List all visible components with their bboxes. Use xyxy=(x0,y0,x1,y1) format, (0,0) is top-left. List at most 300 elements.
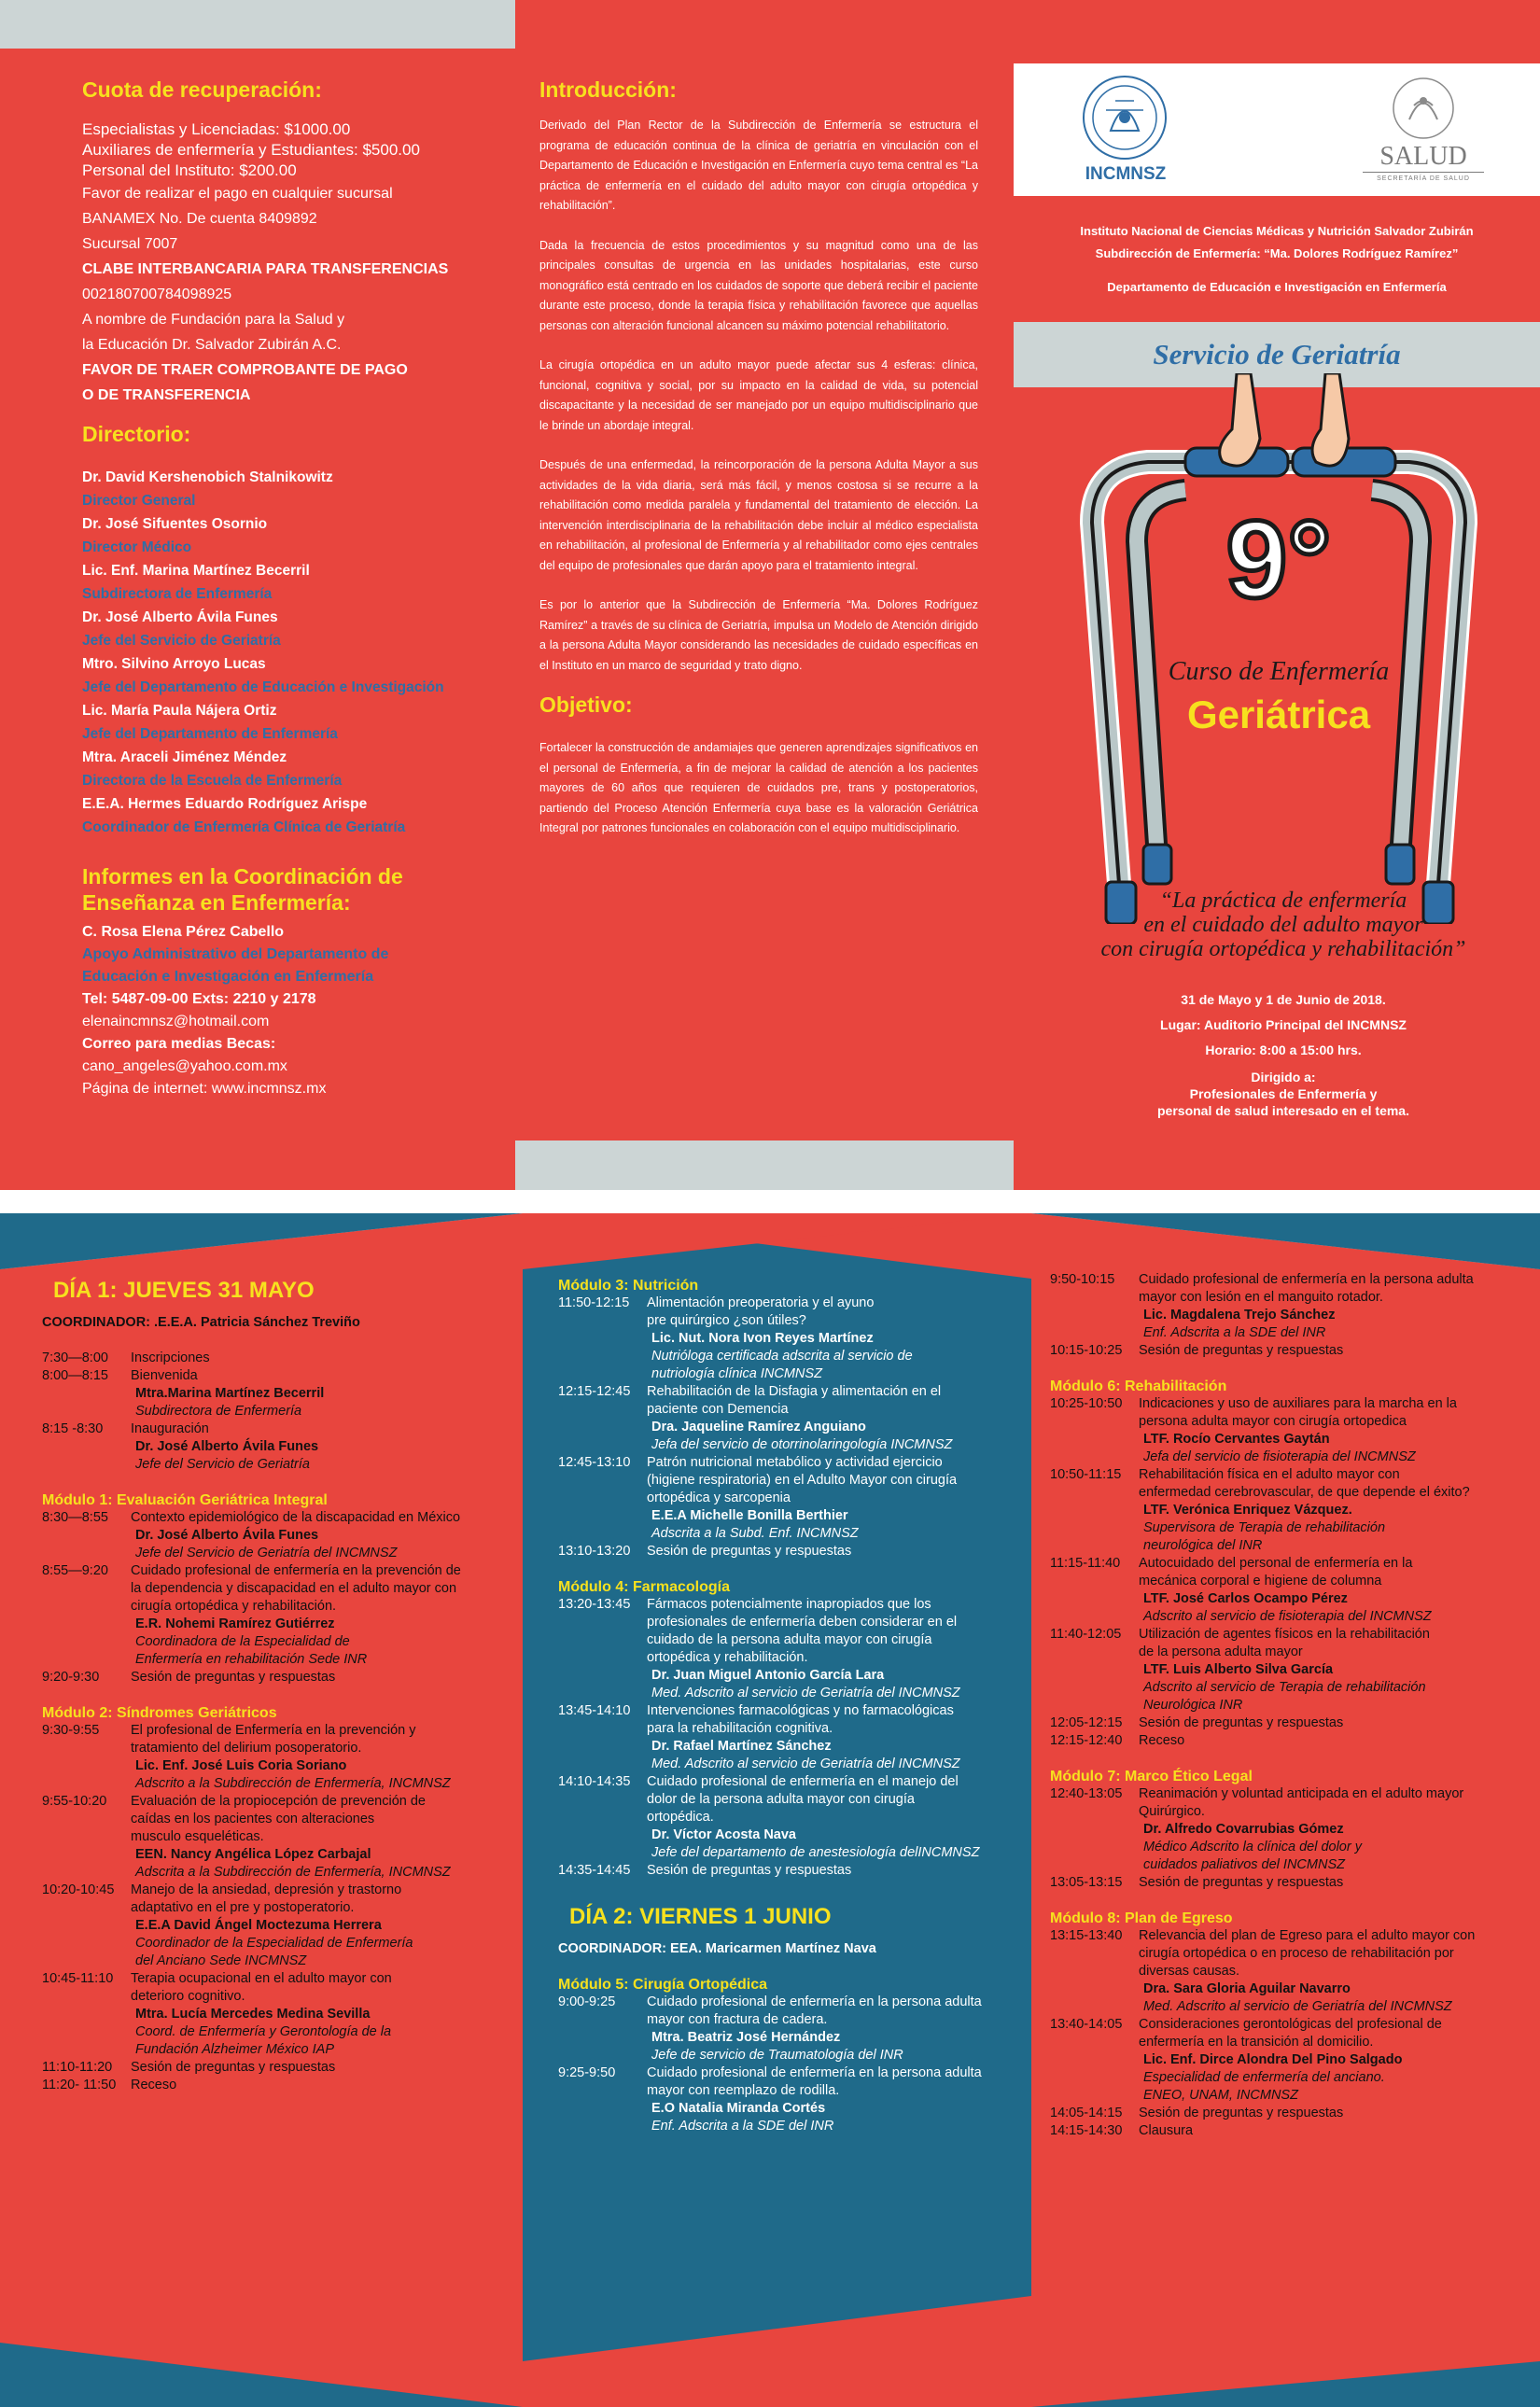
item-time: 8:55—9:20 xyxy=(42,1563,108,1578)
item-title: Clausura xyxy=(1139,2123,1194,2138)
item-title: Utilización de agentes físicos en la rehabilitación xyxy=(1139,1627,1430,1642)
speaker-affiliation: nutriología clínica INCMNSZ xyxy=(651,1366,822,1381)
item-title-continued: enfermería en la transición al domicilio. xyxy=(1139,2035,1374,2050)
speaker-name: Dr. Juan Miguel Antonio García Lara xyxy=(651,1668,885,1683)
schedule-item xyxy=(42,2077,518,2094)
item-title: Receso xyxy=(131,2078,177,2092)
speaker-name: LTF. José Carlos Ocampo Pérez xyxy=(1143,1591,1348,1606)
outside-page xyxy=(0,0,1540,1190)
intro-paragraph: Derivado del Plan Rector de la Subdirección de Enfermería se estructura el programa de educación continua de la clínica de geriatría en vinculación con el Departamento de Educación e Investigación en Enfermería cuyo tema central es “La práctica de enfermería en el cuidado del adulto mayor con cirugía ortopédica y rehabilitación”. xyxy=(539,119,978,212)
item-title: Sesión de preguntas y respuestas xyxy=(131,1670,336,1685)
speaker-affiliation: Adscrita a la Subd. Enf. INCMNSZ xyxy=(651,1526,859,1541)
item-time: 10:45-11:10 xyxy=(42,1971,114,1986)
spacer xyxy=(42,1686,518,1704)
speaker-name: EEN. Nancy Angélica López Carbajal xyxy=(135,1847,371,1862)
speaker-name: Dr. Rafael Martínez Sánchez xyxy=(651,1739,832,1754)
spacer xyxy=(558,1958,1025,1976)
directory-name: Lic. María Paula Nájera Ortiz xyxy=(82,703,277,719)
speaker-name: Mtra. Lucía Mercedes Medina Sevilla xyxy=(135,2007,371,2022)
item-title: Sesión de preguntas y respuestas xyxy=(131,2060,336,2075)
walker-illustration xyxy=(1027,373,1531,924)
incmnsz-logo xyxy=(1064,73,1185,194)
directory-role: Directora de la Escuela de Enfermería xyxy=(82,773,343,789)
module-heading: Módulo 3: Nutrición xyxy=(558,1278,699,1294)
speaker-name: Dra. Sara Gloria Aguilar Navarro xyxy=(1143,1981,1351,1996)
speaker-affiliation: Enfermería en rehabilitación Sede INR xyxy=(135,1652,368,1667)
directory-name: Dr. David Kershenobich Stalnikowitz xyxy=(82,469,333,485)
schedule-item xyxy=(558,1543,1025,1560)
directory-role: Jefe del Departamento de Enfermería xyxy=(82,726,338,742)
edition-number: 9° xyxy=(1225,498,1332,622)
cover-inst: Instituto Nacional de Ciencias Médicas y Nutrición Salvador Zubirán xyxy=(1080,224,1474,238)
item-time: 14:35-14:45 xyxy=(558,1863,631,1878)
speaker-name: Dr. José Alberto Ávila Funes xyxy=(135,1439,319,1454)
item-title: Manejo de la ansiedad, depresión y trastorno xyxy=(131,1882,402,1897)
schedule-item xyxy=(42,1882,518,1899)
item-title: Contexto epidemiológico de la discapacidad en México xyxy=(131,1510,461,1525)
speaker-affiliation: Jefa del servicio de fisioterapia del INCMNSZ xyxy=(1143,1449,1416,1464)
speaker-name: LTF. Verónica Enriquez Vázquez. xyxy=(1143,1503,1352,1518)
schedule-item xyxy=(42,1562,518,1580)
fee-line: Especialistas y Licenciadas: $1000.00 xyxy=(82,120,351,138)
schedule-item xyxy=(558,1294,1025,1312)
schedule-day1 xyxy=(42,1271,518,2094)
item-title-continued: cuidado de la persona adulta mayor con cirugía xyxy=(647,1632,932,1647)
speaker-affiliation: Coordinador de la Especialidad de Enfermería xyxy=(135,1936,413,1951)
schedule-item xyxy=(1050,1466,1526,1484)
schedule-item xyxy=(1050,1714,1526,1732)
item-time: 14:15-14:30 xyxy=(1050,2123,1123,2138)
item-title-continued: enfermedad cerebrovascular, de que depende el éxito? xyxy=(1139,1485,1470,1500)
item-title: Cuidado profesional de enfermería en la persona adulta xyxy=(647,2065,982,2080)
item-time: 12:40-13:05 xyxy=(1050,1786,1123,1801)
schedule-item xyxy=(42,1367,518,1385)
module-heading: Módulo 5: Cirugía Ortopédica xyxy=(558,1977,768,1993)
item-time: 12:05-12:15 xyxy=(1050,1715,1123,1730)
schedule-item xyxy=(1050,1271,1526,1289)
info-tel: Tel: 5487-09-00 Exts: 2210 y 2178 xyxy=(82,991,316,1007)
spacer xyxy=(558,1880,1025,1897)
item-time: 9:55-10:20 xyxy=(42,1794,107,1809)
module-heading: Módulo 8: Plan de Egreso xyxy=(1050,1910,1233,1926)
schedule-day1-continued xyxy=(558,1277,1025,2135)
info-heading-2: Enseñanza en Enfermería: xyxy=(82,890,351,915)
item-title: Sesión de preguntas y respuestas xyxy=(1139,1715,1344,1730)
item-title-continued: ortopédica. xyxy=(647,1810,714,1825)
item-time: 10:25-10:50 xyxy=(1050,1396,1123,1411)
info-contact: C. Rosa Elena Pérez Cabello xyxy=(82,924,285,940)
item-time: 10:20-10:45 xyxy=(42,1882,115,1897)
item-title-continued: dolor de la persona adulta mayor con cirugía xyxy=(647,1792,915,1807)
payment-line: Sucursal 7007 xyxy=(82,236,178,252)
salud-logo-subtext: SECRETARÍA DE SALUD xyxy=(1377,175,1470,182)
item-title: Terapia ocupacional en el adulto mayor con xyxy=(131,1971,392,1986)
module-heading: Módulo 7: Marco Ético Legal xyxy=(1050,1769,1253,1784)
cover-inst-block xyxy=(1014,220,1540,299)
schedule-item xyxy=(42,2059,518,2077)
directory-name: Mtro. Silvino Arroyo Lucas xyxy=(82,656,266,672)
motto-block xyxy=(1027,889,1540,961)
item-time: 8:00—8:15 xyxy=(42,1368,108,1383)
payment-line: FAVOR DE TRAER COMPROBANTE DE PAGO xyxy=(82,362,408,378)
speaker-affiliation: Adscrito a la Subdirección de Enfermería, INCMNSZ xyxy=(135,1776,451,1791)
mexico-eagle-icon xyxy=(1363,73,1484,144)
event-aimed-1: Profesionales de Enfermería y xyxy=(1189,1086,1378,1101)
speaker-affiliation: Coordinadora de la Especialidad de xyxy=(135,1634,350,1649)
schedule-item xyxy=(42,1722,518,1740)
directory-role: Coordinador de Enfermería Clínica de Geriatría xyxy=(82,819,406,835)
info-email[interactable]: elenaincmnsz@hotmail.com xyxy=(82,1014,270,1029)
item-title-continued: cirugía ortopédica o en proceso de rehabilitación por xyxy=(1139,1946,1454,1961)
schedule-item xyxy=(1050,1927,1526,1945)
fee-line: Personal del Instituto: $200.00 xyxy=(82,161,297,179)
payment-line: A nombre de Fundación para la Salud y xyxy=(82,312,345,328)
payment-line: BANAMEX No. De cuenta 8409892 xyxy=(82,211,317,227)
speaker-affiliation: Enf. Adscrita a la SDE del INR xyxy=(1143,1325,1326,1340)
item-title-continued: diversas causas. xyxy=(1139,1964,1239,1979)
item-time: 9:50-10:15 xyxy=(1050,1272,1115,1287)
directory-role: Jefe del Servicio de Geriatría xyxy=(82,633,281,649)
directory-role: Subdirectora de Enfermería xyxy=(82,586,273,602)
item-title-continued: profesionales de enfermería deben considerar en el xyxy=(647,1615,958,1630)
item-title-continued: mayor con reemplazo de rodilla. xyxy=(647,2083,840,2098)
item-title: Cuidado profesional de enfermería en la prevención de xyxy=(131,1563,461,1578)
schedule-item xyxy=(558,1994,1025,2011)
cover-subdir: Subdirección de Enfermería: “Ma. Dolores Rodríguez Ramírez” xyxy=(1095,246,1459,260)
item-time: 9:20-9:30 xyxy=(42,1670,100,1685)
item-title: Consideraciones gerontológicas del profesional de xyxy=(1139,2017,1442,2032)
item-title: Autocuidado del personal de enfermería en la xyxy=(1139,1556,1413,1571)
item-time: 14:10-14:35 xyxy=(558,1774,631,1789)
service-title: Servicio de Geriatría xyxy=(1153,338,1401,371)
spacer xyxy=(1050,1750,1526,1768)
info-becas-email[interactable]: cano_angeles@yahoo.com.mx xyxy=(82,1058,287,1074)
item-time: 10:15-10:25 xyxy=(1050,1343,1123,1358)
schedule-item xyxy=(558,1862,1025,1880)
directory-name: E.E.A. Hermes Eduardo Rodríguez Arispe xyxy=(82,796,368,812)
item-title: Rehabilitación física en el adulto mayor con xyxy=(1139,1467,1400,1482)
directory-role: Director General xyxy=(82,493,196,509)
item-title-continued: mecánica corporal e higiene de columna xyxy=(1139,1574,1382,1588)
schedule-item xyxy=(558,1596,1025,1614)
speaker-name: LTF. Luis Alberto Silva García xyxy=(1143,1662,1334,1677)
speaker-affiliation: Médico Adscrito la clínica del dolor y xyxy=(1143,1840,1362,1854)
item-title: Alimentación preoperatoria y el ayuno xyxy=(647,1295,875,1310)
info-heading-1: Informes en la Coordinación de xyxy=(82,864,403,889)
directory-name: Dr. José Sifuentes Osornio xyxy=(82,516,268,532)
motto-line-3: con cirugía ortopédica y rehabilitación” xyxy=(1100,937,1466,961)
salud-logo-text: SALUD xyxy=(1363,142,1484,173)
intro-paragraph: La cirugía ortopédica en un adulto mayor puede afectar sus 4 esferas: clínica, funcional, cognitiva y social, por su impacto en la calidad de vida, su potencial discapacitante y la necesidad de ser manejado por un equipo multidisciplinario que le brinde un abordaje integral. xyxy=(539,358,978,432)
item-time: 12:15-12:45 xyxy=(558,1384,631,1399)
speaker-affiliation: ENEO, UNAM, INCMNSZ xyxy=(1143,2088,1298,2103)
fees-lines xyxy=(82,119,511,181)
item-title-continued: para la rehabilitación cognitiva. xyxy=(647,1721,833,1736)
speaker-affiliation: Nutrióloga certificada adscrita al servicio de xyxy=(651,1349,913,1364)
item-title: El profesional de Enfermería en la prevención y xyxy=(131,1723,416,1738)
speaker-name: Mtra.Marina Martínez Becerril xyxy=(135,1386,325,1401)
item-title: Cuidado profesional de enfermería en la persona adulta xyxy=(1139,1272,1474,1287)
item-title: Cuidado profesional de enfermería en el manejo del xyxy=(647,1774,959,1789)
item-time: 9:30-9:55 xyxy=(42,1723,100,1738)
speaker-affiliation: Adscrito al servicio de Terapia de rehabilitación xyxy=(1143,1680,1426,1695)
fees-heading: Cuota de recuperación: xyxy=(82,77,322,102)
speaker-affiliation: neurológica del INR xyxy=(1143,1538,1263,1553)
item-title: Sesión de preguntas y respuestas xyxy=(647,1863,852,1878)
panel-middle-topstrip xyxy=(515,0,1014,49)
item-title-continued: pre quirúrgico ¿son útiles? xyxy=(647,1313,806,1328)
speaker-affiliation: Subdirectora de Enfermería xyxy=(135,1404,302,1419)
event-aimed: Dirigido a: xyxy=(1251,1070,1316,1085)
speaker-name: Lic. Enf. Dirce Alondra Del Pino Salgado xyxy=(1143,2052,1403,2067)
item-time: 11:10-11:20 xyxy=(42,2060,113,2075)
speaker-name: Dr. Alfredo Covarrubias Gómez xyxy=(1143,1822,1344,1837)
item-title: Sesión de preguntas y respuestas xyxy=(647,1544,852,1559)
schedule-day2 xyxy=(1050,1271,1526,2140)
payment-line: O DE TRANSFERENCIA xyxy=(82,387,251,403)
item-title: Fármacos potencialmente inapropiados que los xyxy=(647,1597,931,1612)
middle-column xyxy=(539,77,978,859)
speaker-name: Mtra. Beatriz José Hernández xyxy=(651,2030,841,2045)
speaker-affiliation: Jefa del servicio de otorrinolaringología INCMNSZ xyxy=(651,1437,953,1452)
schedule-item xyxy=(558,2064,1025,2082)
item-title: Receso xyxy=(1139,1733,1185,1748)
schedule-item xyxy=(42,1350,518,1367)
item-title: Sesión de preguntas y respuestas xyxy=(1139,2106,1344,2120)
event-place: Lugar: Auditorio Principal del INCMNSZ xyxy=(1160,1017,1407,1032)
schedule-item xyxy=(558,1773,1025,1791)
speaker-affiliation: Neurológica INR xyxy=(1143,1698,1243,1713)
speaker-affiliation: cuidados paliativos del INCMNSZ xyxy=(1143,1857,1345,1872)
schedule-item xyxy=(1050,2105,1526,2122)
schedule-item xyxy=(1050,1555,1526,1573)
speaker-affiliation: Jefe de servicio de Traumatología del INR xyxy=(651,2048,903,2063)
info-role-1: Apoyo Administrativo del Departamento de xyxy=(82,946,389,962)
directory-role: Jefe del Departamento de Educación e Investigación xyxy=(82,679,444,695)
item-title: Bienvenida xyxy=(131,1368,198,1383)
item-time: 8:15 -8:30 xyxy=(42,1421,104,1436)
item-time: 13:15-13:40 xyxy=(1050,1928,1123,1943)
item-title: Intervenciones farmacológicas y no farmacológicas xyxy=(647,1703,954,1718)
item-title: Reanimación y voluntad anticipada en el adulto mayor xyxy=(1139,1786,1464,1801)
speaker-name: Lic. Nut. Nora Ivon Reyes Martínez xyxy=(651,1331,874,1346)
directory-list xyxy=(82,466,511,839)
panel-middle-top-gray xyxy=(0,0,515,49)
left-column xyxy=(82,77,511,1100)
schedule-item xyxy=(558,1702,1025,1720)
item-time: 12:15-12:40 xyxy=(1050,1733,1123,1748)
item-title-continued: adaptativo en el pre y postoperatorio. xyxy=(131,1900,355,1915)
intro-paragraph: Es por lo anterior que la Subdirección de Enfermería “Ma. Dolores Rodríguez Ramírez” a través de su clínica de Geriatría, impulsa un Modelo de Atención dirigido a la persona Adulta Mayor considerando las necesidades de cuidado específicas en el Instituto en un marco de seguridad y trato digno. xyxy=(539,598,978,672)
item-title: Rehabilitación de la Disfagia y alimentación en el xyxy=(647,1384,942,1399)
item-time: 13:10-13:20 xyxy=(558,1544,631,1559)
item-title-continued: de la persona adulta mayor xyxy=(1139,1644,1303,1659)
item-title: Inauguración xyxy=(131,1421,209,1436)
item-title: Sesión de preguntas y respuestas xyxy=(1139,1343,1344,1358)
item-time: 8:30—8:55 xyxy=(42,1510,108,1525)
item-time: 10:50-11:15 xyxy=(1050,1467,1122,1482)
spacer xyxy=(1050,1892,1526,1910)
item-title-continued: caídas en los pacientes con alteraciones xyxy=(131,1812,375,1826)
item-title-continued: deterioro cognitivo. xyxy=(131,1989,245,2004)
schedule-item xyxy=(1050,1342,1526,1360)
module-heading: Módulo 6: Rehabilitación xyxy=(1050,1378,1227,1394)
item-time: 13:40-14:05 xyxy=(1050,2017,1123,2032)
directory-name: Dr. José Alberto Ávila Funes xyxy=(82,609,278,625)
intro-paragraphs xyxy=(539,116,978,676)
speaker-affiliation: del Anciano Sede INCMNSZ xyxy=(135,1953,307,1968)
speaker-name: LTF. Rocío Cervantes Gaytán xyxy=(1143,1432,1330,1447)
payment-info xyxy=(82,181,511,408)
speaker-affiliation: Especialidad de enfermería del anciano. xyxy=(1143,2070,1385,2085)
incmnsz-logo-text: INCMNSZ xyxy=(1085,164,1167,184)
item-time: 11:20- 11:50 xyxy=(42,2078,117,2092)
fee-line: Auxiliares de enfermería y Estudiantes: $500.00 xyxy=(82,141,420,159)
speaker-affiliation: Adscrita a la Subdirección de Enfermería, INCMNSZ xyxy=(135,1865,451,1880)
speaker-name: Lic. Magdalena Trejo Sánchez xyxy=(1143,1308,1336,1322)
payment-line: la Educación Dr. Salvador Zubirán A.C. xyxy=(82,337,342,353)
item-title: Relevancia del plan de Egreso para el adulto mayor con xyxy=(1139,1928,1476,1943)
speaker-affiliation: Enf. Adscrita a la SDE del INR xyxy=(651,2119,834,2134)
schedule-item xyxy=(1050,1395,1526,1413)
spacer xyxy=(558,1560,1025,1578)
item-time: 7:30—8:00 xyxy=(42,1350,108,1365)
intro-paragraph: Dada la frecuencia de estos procedimientos y su magnitud como una de las principales consultas de urgencia en las unidades hospitalarias, este curso monográfico está centrado en los cuidados de soporte que deberá recibir el paciente durante este proceso, donde la terapia física y rehabilitación favorece que aquellas personas con alteración funcional alcancen su máximo potencial rehabilitatorio. xyxy=(539,238,978,332)
info-becas: Correo para medias Becas: xyxy=(82,1036,276,1052)
directory-role: Director Médico xyxy=(82,539,192,555)
event-hours: Horario: 8:00 a 15:00 hrs. xyxy=(1205,1043,1362,1057)
schedule-item xyxy=(42,1669,518,1686)
day-heading: DÍA 1: JUEVES 31 MAYO xyxy=(53,1278,315,1303)
speaker-name: E.R. Nohemi Ramírez Gutiérrez xyxy=(135,1616,335,1631)
item-time: 13:05-13:15 xyxy=(1050,1875,1123,1890)
motto-line-1: “La práctica de enfermería xyxy=(1159,889,1407,913)
spacer xyxy=(42,1332,518,1350)
item-title-continued: ortopédica y rehabilitación. xyxy=(647,1650,808,1665)
item-time: 14:05-14:15 xyxy=(1050,2106,1123,2120)
schedule-item xyxy=(1050,1874,1526,1892)
coordinator: COORDINADOR: .E.E.A. Patricia Sánchez Treviño xyxy=(42,1315,360,1330)
item-title-continued: mayor con fractura de cadera. xyxy=(647,2012,828,2027)
speaker-name: Dr. Víctor Acosta Nava xyxy=(651,1827,796,1842)
schedule-item xyxy=(1050,2122,1526,2140)
item-title-continued: Quirúrgico. xyxy=(1139,1804,1205,1819)
schedule-item xyxy=(558,1383,1025,1401)
item-time: 9:00-9:25 xyxy=(558,1994,616,2009)
cover-dept: Departamento de Educación e Investigación en Enfermería xyxy=(1107,280,1447,294)
info-role-2: Educación e Investigación en Enfermería xyxy=(82,969,374,985)
spacer xyxy=(1050,1360,1526,1378)
item-title: Sesión de preguntas y respuestas xyxy=(1139,1875,1344,1890)
item-title-continued: paciente con Demencia xyxy=(647,1402,789,1417)
item-title: Inscripciones xyxy=(131,1350,210,1365)
speaker-name: E.E.A Michelle Bonilla Berthier xyxy=(651,1508,848,1523)
directory-heading: Directorio: xyxy=(82,422,191,446)
item-title: Evaluación de la propiocepción de prevención de xyxy=(131,1794,426,1809)
speaker-affiliation: Med. Adscrito al servicio de Geriatría del INCMNSZ xyxy=(651,1686,960,1700)
item-title-continued: tratamiento del delirium posoperatorio. xyxy=(131,1741,362,1756)
speaker-affiliation: Fundación Alzheimer México IAP xyxy=(135,2042,335,2057)
info-web[interactable]: Página de internet: www.incmnsz.mx xyxy=(82,1081,327,1097)
panel-middle-bottom-gray xyxy=(515,1141,1014,1190)
speaker-affiliation: Jefe del departamento de anestesiología delINCMNSZ xyxy=(651,1845,980,1860)
speaker-name: Dr. José Alberto Ávila Funes xyxy=(135,1528,319,1543)
day-heading: DÍA 2: VIERNES 1 JUNIO xyxy=(569,1904,832,1929)
payment-line: CLABE INTERBANCARIA PARA TRANSFERENCIAS xyxy=(82,261,449,277)
incmnsz-seal-icon xyxy=(1064,73,1185,166)
speaker-affiliation: Supervisora de Terapia de rehabilitación xyxy=(1143,1520,1386,1535)
item-title-continued: la dependencia y discapacidad en el adulto mayor con xyxy=(131,1581,457,1596)
item-time: 11:50-12:15 xyxy=(558,1295,630,1310)
speaker-affiliation: Jefe del Servicio de Geriatría xyxy=(135,1457,310,1472)
item-title: Indicaciones y uso de auxiliares para la marcha en la xyxy=(1139,1396,1457,1411)
speaker-name: Lic. Enf. José Luis Coria Soriano xyxy=(135,1758,347,1773)
speaker-name: Dra. Jaqueline Ramírez Anguiano xyxy=(651,1420,866,1434)
item-title-continued: ortopédica y sarcopenia xyxy=(647,1490,791,1505)
module-heading: Módulo 4: Farmacología xyxy=(558,1579,731,1595)
item-title: Patrón nutricional metabólico y actividad ejercicio xyxy=(647,1455,943,1470)
schedule-item xyxy=(42,1509,518,1527)
item-title: Cuidado profesional de enfermería en la persona adulta xyxy=(647,1994,982,2009)
speaker-affiliation: Coord. de Enfermería y Gerontología de la xyxy=(135,2024,392,2039)
speaker-affiliation: Adscrito al servicio de fisioterapia del INCMNSZ xyxy=(1143,1609,1432,1624)
schedule-item xyxy=(42,1970,518,1988)
module-heading: Módulo 1: Evaluación Geriátrica Integral xyxy=(42,1492,328,1508)
event-aimed-2: personal de salud interesado en el tema. xyxy=(1157,1103,1409,1118)
directory-name: Mtra. Araceli Jiménez Méndez xyxy=(82,749,287,765)
speaker-affiliation: Med. Adscrito al servicio de Geriatría del INCMNSZ xyxy=(651,1756,960,1771)
payment-line: Favor de realizar el pago en cualquier sucursal xyxy=(82,186,393,202)
schedule-item xyxy=(42,1420,518,1438)
item-title-continued: (higiene respiratoria) en el Adulto Mayor con cirugía xyxy=(647,1473,958,1488)
course-title: Curso de Enfermería xyxy=(1168,657,1390,686)
schedule-item xyxy=(42,1793,518,1811)
salud-logo xyxy=(1363,73,1484,194)
intro-paragraph: Después de una enfermedad, la reincorporación de la persona Adulta Mayor a sus actividades de la vida diaria, será más fácil, y menos costosa si se recurre a la rehabilitación como medida paralela y fundamental del tratamiento de elección. La intervención interdisciplinaria de la rehabilitación debe incluir al médico especialista en rehabilitación, al profesional de Enfermería y al rehabilitador como ejes centrales del equipo de profesionales que darán apoyo para el tratamiento integral. xyxy=(539,458,978,572)
item-time: 11:40-12:05 xyxy=(1050,1627,1122,1642)
coordinator: COORDINADOR: EEA. Maricarmen Martínez Nava xyxy=(558,1941,876,1956)
course-title-big: Geriátrica xyxy=(1186,693,1371,736)
item-time: 9:25-9:50 xyxy=(558,2065,616,2080)
item-time: 12:45-13:10 xyxy=(558,1455,631,1470)
motto-line-2: en el cuidado del adulto mayor xyxy=(1143,913,1423,937)
event-details xyxy=(1027,987,1540,1119)
spacer xyxy=(42,1474,518,1491)
schedule-item xyxy=(1050,2016,1526,2034)
item-title-continued: cirugía ortopédica y rehabilitación. xyxy=(131,1599,337,1614)
objective-heading: Objetivo: xyxy=(539,693,633,717)
item-title-continued: mayor con lesión en el manguito rotador. xyxy=(1139,1290,1383,1305)
schedule-item xyxy=(1050,1732,1526,1750)
item-title-continued: persona adulta mayor con cirugía ortopedica xyxy=(1139,1414,1407,1429)
item-title-continued: musculo esqueléticas. xyxy=(131,1829,264,1844)
item-time: 11:15-11:40 xyxy=(1050,1556,1121,1571)
speaker-affiliation: Med. Adscrito al servicio de Geriatría del INCMNSZ xyxy=(1143,1999,1452,2014)
directory-name: Lic. Enf. Marina Martínez Becerril xyxy=(82,563,310,579)
inside-page xyxy=(0,1213,1540,2407)
payment-line: 002180700784098925 xyxy=(82,287,232,302)
event-dates: 31 de Mayo y 1 de Junio de 2018. xyxy=(1181,992,1386,1007)
schedule-item xyxy=(1050,1626,1526,1644)
speaker-name: E.E.A David Ángel Moctezuma Herrera xyxy=(135,1918,382,1933)
item-time: 13:20-13:45 xyxy=(558,1597,631,1612)
objective-text: Fortalecer la construcción de andamiajes que generen aprendizajes significativos en el personal de Enfermería, a fin de mejorar la calidad de atención a los pacientes mayores de 60 años que requieren de cuidados pre, trans y postoperatorios, partiendo del Proceso Atención Enfermería cuya base es la valoración Geriátrica Integral por patrones funcionales en colaboración con el equipo multidisciplinario. xyxy=(539,741,978,834)
schedule-item xyxy=(558,1454,1025,1472)
intro-heading: Introducción: xyxy=(539,77,677,102)
schedule-item xyxy=(1050,1785,1526,1803)
speaker-affiliation: Jefe del Servicio de Geriatría del INCMNSZ xyxy=(135,1546,398,1560)
item-time: 13:45-14:10 xyxy=(558,1703,631,1718)
